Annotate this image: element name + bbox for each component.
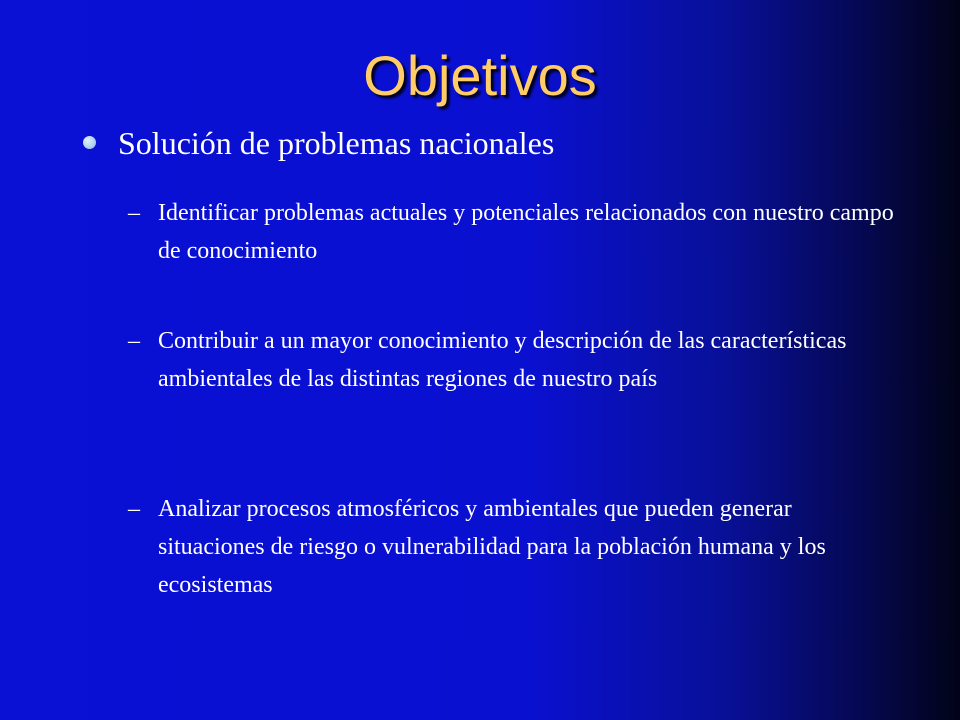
sub-item-text: Contribuir a un mayor conocimiento y descripción de las características ambientales de las distintas regiones de nuestro país <box>158 328 847 392</box>
dash-icon: – <box>128 328 140 354</box>
dash-icon: – <box>128 496 140 522</box>
sub-item-text: Identificar problemas actuales y potenciales relacionados con nuestro campo de conocimiento <box>158 200 894 264</box>
bullet-dot-icon <box>83 136 96 149</box>
sub-item-text: Analizar procesos atmosféricos y ambientales que pueden generar situaciones de riesgo o vulnerabilidad para la población humana y los ecosistemas <box>158 496 826 598</box>
slide-title: Objetivos <box>363 44 597 107</box>
bullet-text: Solución de problemas nacionales <box>118 125 555 161</box>
dash-icon: – <box>128 200 140 226</box>
